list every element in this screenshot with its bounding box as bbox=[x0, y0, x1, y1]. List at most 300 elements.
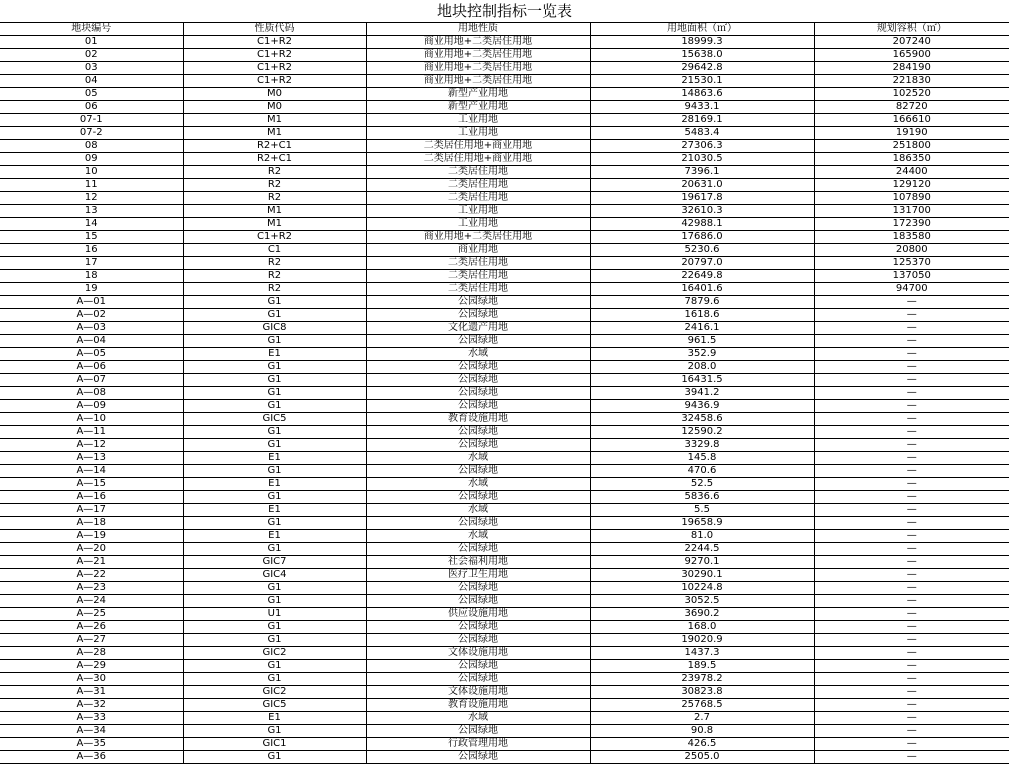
parcel-id-cell: A—16 bbox=[0, 491, 183, 504]
land-use-cell: 公园绿地 bbox=[366, 361, 590, 374]
table-row bbox=[0, 556, 1009, 569]
planned-floor-area-cell: 207240 bbox=[814, 36, 1009, 49]
land-code-cell: R2 bbox=[183, 283, 366, 296]
land-use-cell: 社会福利用地 bbox=[366, 556, 590, 569]
land-use-cell: 公园绿地 bbox=[366, 660, 590, 673]
header-planned-floor-area: 规划容积（㎡） bbox=[814, 23, 1009, 36]
planned-floor-area-cell: 125370 bbox=[814, 257, 1009, 270]
land-area-cell: 3329.8 bbox=[590, 439, 814, 452]
land-use-cell: 商业用地+二类居住用地 bbox=[366, 75, 590, 88]
land-area-cell: 7396.1 bbox=[590, 166, 814, 179]
parcel-id-cell: A—33 bbox=[0, 712, 183, 725]
parcel-id-cell: A—08 bbox=[0, 387, 183, 400]
planned-floor-area-cell: 165900 bbox=[814, 49, 1009, 62]
land-code-cell: R2 bbox=[183, 257, 366, 270]
header-land-code: 性质代码 bbox=[183, 23, 366, 36]
land-use-cell: 工业用地 bbox=[366, 205, 590, 218]
land-use-cell: 公园绿地 bbox=[366, 426, 590, 439]
planned-floor-area-cell: 129120 bbox=[814, 179, 1009, 192]
table-row bbox=[0, 712, 1009, 725]
parcel-id-cell: A—03 bbox=[0, 322, 183, 335]
table-row bbox=[0, 309, 1009, 322]
table-row bbox=[0, 465, 1009, 478]
table-row bbox=[0, 166, 1009, 179]
land-use-cell: 公园绿地 bbox=[366, 725, 590, 738]
parcel-id-cell: A—36 bbox=[0, 751, 183, 764]
table-row bbox=[0, 270, 1009, 283]
parcel-id-cell: A—19 bbox=[0, 530, 183, 543]
planned-floor-area-cell: 102520 bbox=[814, 88, 1009, 101]
planned-floor-area-cell: 137050 bbox=[814, 270, 1009, 283]
table-row bbox=[0, 257, 1009, 270]
land-area-cell: 5483.4 bbox=[590, 127, 814, 140]
table-row bbox=[0, 478, 1009, 491]
planned-floor-area-cell: — bbox=[814, 660, 1009, 673]
table-row bbox=[0, 413, 1009, 426]
table-row bbox=[0, 374, 1009, 387]
planned-floor-area-cell: — bbox=[814, 582, 1009, 595]
land-area-cell: 30290.1 bbox=[590, 569, 814, 582]
planned-floor-area-cell: — bbox=[814, 348, 1009, 361]
parcel-id-cell: A—26 bbox=[0, 621, 183, 634]
land-area-cell: 470.6 bbox=[590, 465, 814, 478]
table-row bbox=[0, 127, 1009, 140]
land-code-cell: G1 bbox=[183, 400, 366, 413]
land-code-cell: M1 bbox=[183, 205, 366, 218]
land-use-cell: 商业用地+二类居住用地 bbox=[366, 49, 590, 62]
land-use-cell: 公园绿地 bbox=[366, 335, 590, 348]
land-area-cell: 19020.9 bbox=[590, 634, 814, 647]
land-area-cell: 5.5 bbox=[590, 504, 814, 517]
land-area-cell: 426.5 bbox=[590, 738, 814, 751]
land-code-cell: GIC2 bbox=[183, 686, 366, 699]
land-code-cell: G1 bbox=[183, 673, 366, 686]
land-code-cell: C1+R2 bbox=[183, 49, 366, 62]
table-row bbox=[0, 231, 1009, 244]
planned-floor-area-cell: 19190 bbox=[814, 127, 1009, 140]
land-code-cell: M1 bbox=[183, 127, 366, 140]
planned-floor-area-cell: — bbox=[814, 465, 1009, 478]
parcel-id-cell: A—27 bbox=[0, 634, 183, 647]
planned-floor-area-cell: 166610 bbox=[814, 114, 1009, 127]
land-use-cell: 公园绿地 bbox=[366, 296, 590, 309]
land-use-cell: 水域 bbox=[366, 478, 590, 491]
parcel-id-cell: A—18 bbox=[0, 517, 183, 530]
land-code-cell: E1 bbox=[183, 478, 366, 491]
table-row bbox=[0, 205, 1009, 218]
planned-floor-area-cell: — bbox=[814, 647, 1009, 660]
table-row bbox=[0, 400, 1009, 413]
land-area-cell: 7879.6 bbox=[590, 296, 814, 309]
parcel-id-cell: A—06 bbox=[0, 361, 183, 374]
land-use-cell: 水域 bbox=[366, 712, 590, 725]
land-use-cell: 商业用地+二类居住用地 bbox=[366, 36, 590, 49]
land-area-cell: 30823.8 bbox=[590, 686, 814, 699]
land-area-cell: 2.7 bbox=[590, 712, 814, 725]
planned-floor-area-cell: — bbox=[814, 673, 1009, 686]
parcel-id-cell: A—22 bbox=[0, 569, 183, 582]
parcel-id-cell: A—02 bbox=[0, 309, 183, 322]
table-row bbox=[0, 283, 1009, 296]
planned-floor-area-cell: 20800 bbox=[814, 244, 1009, 257]
planned-floor-area-cell: — bbox=[814, 361, 1009, 374]
land-area-cell: 5836.6 bbox=[590, 491, 814, 504]
land-code-cell: G1 bbox=[183, 621, 366, 634]
land-area-cell: 2244.5 bbox=[590, 543, 814, 556]
parcel-id-cell: A—11 bbox=[0, 426, 183, 439]
land-code-cell: GIC5 bbox=[183, 699, 366, 712]
land-use-cell: 工业用地 bbox=[366, 218, 590, 231]
parcel-id-cell: 08 bbox=[0, 140, 183, 153]
parcel-id-cell: A—14 bbox=[0, 465, 183, 478]
table-row bbox=[0, 595, 1009, 608]
land-use-cell: 水域 bbox=[366, 348, 590, 361]
table-row bbox=[0, 387, 1009, 400]
land-code-cell: GIC1 bbox=[183, 738, 366, 751]
parcel-id-cell: 03 bbox=[0, 62, 183, 75]
header-land-area: 用地面积（㎡） bbox=[590, 23, 814, 36]
parcel-id-cell: A—34 bbox=[0, 725, 183, 738]
land-use-cell: 文体设施用地 bbox=[366, 647, 590, 660]
land-use-cell: 供应设施用地 bbox=[366, 608, 590, 621]
land-code-cell: M1 bbox=[183, 114, 366, 127]
land-code-cell: G1 bbox=[183, 582, 366, 595]
planned-floor-area-cell: — bbox=[814, 543, 1009, 556]
parcel-id-cell: A—13 bbox=[0, 452, 183, 465]
table-row bbox=[0, 504, 1009, 517]
table-row bbox=[0, 62, 1009, 75]
land-code-cell: G1 bbox=[183, 439, 366, 452]
land-code-cell: G1 bbox=[183, 751, 366, 764]
land-use-cell: 文化遗产用地 bbox=[366, 322, 590, 335]
land-area-cell: 32458.6 bbox=[590, 413, 814, 426]
parcel-id-cell: 01 bbox=[0, 36, 183, 49]
header-parcel-id: 地块编号 bbox=[0, 23, 183, 36]
table-row bbox=[0, 530, 1009, 543]
land-area-cell: 189.5 bbox=[590, 660, 814, 673]
land-area-cell: 15638.0 bbox=[590, 49, 814, 62]
parcel-id-cell: 10 bbox=[0, 166, 183, 179]
land-use-cell: 工业用地 bbox=[366, 127, 590, 140]
parcel-id-cell: A—35 bbox=[0, 738, 183, 751]
table-row bbox=[0, 634, 1009, 647]
table-row bbox=[0, 348, 1009, 361]
land-code-cell: G1 bbox=[183, 335, 366, 348]
land-parcel-table bbox=[0, 23, 1009, 764]
land-use-cell: 行政管理用地 bbox=[366, 738, 590, 751]
land-use-cell: 二类居住用地+商业用地 bbox=[366, 140, 590, 153]
land-use-cell: 工业用地 bbox=[366, 114, 590, 127]
table-row bbox=[0, 452, 1009, 465]
land-code-cell: G1 bbox=[183, 634, 366, 647]
land-code-cell: G1 bbox=[183, 543, 366, 556]
planned-floor-area-cell: 82720 bbox=[814, 101, 1009, 114]
parcel-id-cell: A—31 bbox=[0, 686, 183, 699]
table-row bbox=[0, 738, 1009, 751]
parcel-id-cell: 09 bbox=[0, 153, 183, 166]
land-area-cell: 3690.2 bbox=[590, 608, 814, 621]
planned-floor-area-cell: — bbox=[814, 504, 1009, 517]
planned-floor-area-cell: — bbox=[814, 387, 1009, 400]
land-area-cell: 352.9 bbox=[590, 348, 814, 361]
land-use-cell: 公园绿地 bbox=[366, 673, 590, 686]
parcel-id-cell: 05 bbox=[0, 88, 183, 101]
land-code-cell: M0 bbox=[183, 101, 366, 114]
land-use-cell: 教育设施用地 bbox=[366, 413, 590, 426]
land-code-cell: R2+C1 bbox=[183, 153, 366, 166]
planned-floor-area-cell: — bbox=[814, 296, 1009, 309]
land-area-cell: 5230.6 bbox=[590, 244, 814, 257]
land-area-cell: 21030.5 bbox=[590, 153, 814, 166]
land-area-cell: 2505.0 bbox=[590, 751, 814, 764]
land-code-cell: U1 bbox=[183, 608, 366, 621]
table-row bbox=[0, 36, 1009, 49]
land-code-cell: GIC7 bbox=[183, 556, 366, 569]
land-area-cell: 20631.0 bbox=[590, 179, 814, 192]
land-code-cell: C1+R2 bbox=[183, 62, 366, 75]
parcel-id-cell: A—21 bbox=[0, 556, 183, 569]
land-area-cell: 52.5 bbox=[590, 478, 814, 491]
land-use-cell: 二类居住用地 bbox=[366, 270, 590, 283]
land-use-cell: 公园绿地 bbox=[366, 543, 590, 556]
land-area-cell: 19617.8 bbox=[590, 192, 814, 205]
land-use-cell: 公园绿地 bbox=[366, 582, 590, 595]
land-area-cell: 81.0 bbox=[590, 530, 814, 543]
table-row bbox=[0, 569, 1009, 582]
planned-floor-area-cell: — bbox=[814, 608, 1009, 621]
land-area-cell: 17686.0 bbox=[590, 231, 814, 244]
table-row bbox=[0, 751, 1009, 764]
header-land-use: 用地性质 bbox=[366, 23, 590, 36]
parcel-id-cell: 16 bbox=[0, 244, 183, 257]
planned-floor-area-cell: — bbox=[814, 374, 1009, 387]
land-use-cell: 公园绿地 bbox=[366, 634, 590, 647]
land-area-cell: 168.0 bbox=[590, 621, 814, 634]
land-area-cell: 208.0 bbox=[590, 361, 814, 374]
land-use-cell: 公园绿地 bbox=[366, 400, 590, 413]
table-body bbox=[0, 36, 1009, 764]
land-code-cell: C1+R2 bbox=[183, 75, 366, 88]
table-row bbox=[0, 75, 1009, 88]
table-row bbox=[0, 192, 1009, 205]
table-row bbox=[0, 218, 1009, 231]
table-row bbox=[0, 699, 1009, 712]
land-code-cell: C1 bbox=[183, 244, 366, 257]
land-use-cell: 公园绿地 bbox=[366, 309, 590, 322]
table-row bbox=[0, 647, 1009, 660]
land-area-cell: 9436.9 bbox=[590, 400, 814, 413]
land-area-cell: 18999.3 bbox=[590, 36, 814, 49]
planned-floor-area-cell: — bbox=[814, 738, 1009, 751]
parcel-id-cell: A—05 bbox=[0, 348, 183, 361]
land-area-cell: 23978.2 bbox=[590, 673, 814, 686]
land-code-cell: G1 bbox=[183, 491, 366, 504]
planned-floor-area-cell: 284190 bbox=[814, 62, 1009, 75]
land-code-cell: G1 bbox=[183, 361, 366, 374]
land-code-cell: G1 bbox=[183, 660, 366, 673]
planned-floor-area-cell: — bbox=[814, 556, 1009, 569]
parcel-id-cell: 13 bbox=[0, 205, 183, 218]
parcel-id-cell: A—09 bbox=[0, 400, 183, 413]
land-area-cell: 27306.3 bbox=[590, 140, 814, 153]
land-area-cell: 16401.6 bbox=[590, 283, 814, 296]
planned-floor-area-cell: — bbox=[814, 400, 1009, 413]
land-code-cell: GIC2 bbox=[183, 647, 366, 660]
parcel-id-cell: A—30 bbox=[0, 673, 183, 686]
land-code-cell: R2 bbox=[183, 179, 366, 192]
land-code-cell: G1 bbox=[183, 387, 366, 400]
land-code-cell: G1 bbox=[183, 296, 366, 309]
land-use-cell: 教育设施用地 bbox=[366, 699, 590, 712]
land-area-cell: 145.8 bbox=[590, 452, 814, 465]
planned-floor-area-cell: 172390 bbox=[814, 218, 1009, 231]
planned-floor-area-cell: 131700 bbox=[814, 205, 1009, 218]
land-code-cell: G1 bbox=[183, 595, 366, 608]
table-row bbox=[0, 582, 1009, 595]
table-row bbox=[0, 517, 1009, 530]
table-row bbox=[0, 361, 1009, 374]
land-area-cell: 20797.0 bbox=[590, 257, 814, 270]
parcel-id-cell: 11 bbox=[0, 179, 183, 192]
land-use-cell: 二类居住用地+商业用地 bbox=[366, 153, 590, 166]
land-code-cell: E1 bbox=[183, 712, 366, 725]
land-code-cell: E1 bbox=[183, 530, 366, 543]
parcel-id-cell: 07-1 bbox=[0, 114, 183, 127]
parcel-id-cell: A—04 bbox=[0, 335, 183, 348]
planned-floor-area-cell: — bbox=[814, 725, 1009, 738]
parcel-id-cell: A—28 bbox=[0, 647, 183, 660]
land-use-cell: 新型产业用地 bbox=[366, 88, 590, 101]
land-use-cell: 公园绿地 bbox=[366, 387, 590, 400]
planned-floor-area-cell: — bbox=[814, 491, 1009, 504]
land-use-cell: 水域 bbox=[366, 504, 590, 517]
parcel-id-cell: 12 bbox=[0, 192, 183, 205]
table-row bbox=[0, 426, 1009, 439]
header-row bbox=[0, 23, 1009, 36]
table-row bbox=[0, 725, 1009, 738]
parcel-id-cell: 07-2 bbox=[0, 127, 183, 140]
land-use-cell: 商业用地+二类居住用地 bbox=[366, 62, 590, 75]
land-code-cell: GIC4 bbox=[183, 569, 366, 582]
land-code-cell: M1 bbox=[183, 218, 366, 231]
planned-floor-area-cell: 107890 bbox=[814, 192, 1009, 205]
planned-floor-area-cell: — bbox=[814, 309, 1009, 322]
land-area-cell: 32610.3 bbox=[590, 205, 814, 218]
land-use-cell: 公园绿地 bbox=[366, 491, 590, 504]
land-use-cell: 文体设施用地 bbox=[366, 686, 590, 699]
land-code-cell: M0 bbox=[183, 88, 366, 101]
parcel-id-cell: 15 bbox=[0, 231, 183, 244]
table-row bbox=[0, 608, 1009, 621]
land-area-cell: 28169.1 bbox=[590, 114, 814, 127]
land-use-cell: 二类居住用地 bbox=[366, 166, 590, 179]
land-use-cell: 二类居住用地 bbox=[366, 179, 590, 192]
planned-floor-area-cell: — bbox=[814, 621, 1009, 634]
parcel-id-cell: 17 bbox=[0, 257, 183, 270]
planned-floor-area-cell: — bbox=[814, 426, 1009, 439]
land-area-cell: 2416.1 bbox=[590, 322, 814, 335]
land-use-cell: 新型产业用地 bbox=[366, 101, 590, 114]
land-code-cell: G1 bbox=[183, 309, 366, 322]
land-area-cell: 3941.2 bbox=[590, 387, 814, 400]
parcel-id-cell: 06 bbox=[0, 101, 183, 114]
planned-floor-area-cell: — bbox=[814, 322, 1009, 335]
land-use-cell: 公园绿地 bbox=[366, 439, 590, 452]
planned-floor-area-cell: — bbox=[814, 595, 1009, 608]
land-code-cell: GIC5 bbox=[183, 413, 366, 426]
land-area-cell: 21530.1 bbox=[590, 75, 814, 88]
land-use-cell: 水域 bbox=[366, 452, 590, 465]
parcel-id-cell: 04 bbox=[0, 75, 183, 88]
parcel-id-cell: A—29 bbox=[0, 660, 183, 673]
land-code-cell: E1 bbox=[183, 348, 366, 361]
land-area-cell: 29642.8 bbox=[590, 62, 814, 75]
planned-floor-area-cell: 251800 bbox=[814, 140, 1009, 153]
parcel-id-cell: A—12 bbox=[0, 439, 183, 452]
land-use-cell: 公园绿地 bbox=[366, 621, 590, 634]
table-row bbox=[0, 296, 1009, 309]
parcel-id-cell: 14 bbox=[0, 218, 183, 231]
table-row bbox=[0, 491, 1009, 504]
land-area-cell: 22649.8 bbox=[590, 270, 814, 283]
table-row bbox=[0, 621, 1009, 634]
parcel-id-cell: A—23 bbox=[0, 582, 183, 595]
parcel-id-cell: A—32 bbox=[0, 699, 183, 712]
parcel-id-cell: A—07 bbox=[0, 374, 183, 387]
land-code-cell: C1+R2 bbox=[183, 231, 366, 244]
land-area-cell: 961.5 bbox=[590, 335, 814, 348]
land-use-cell: 水域 bbox=[366, 530, 590, 543]
table-row bbox=[0, 322, 1009, 335]
table-title: 地块控制指标一览表 bbox=[0, 0, 1009, 23]
land-area-cell: 9270.1 bbox=[590, 556, 814, 569]
planned-floor-area-cell: — bbox=[814, 439, 1009, 452]
land-area-cell: 14863.6 bbox=[590, 88, 814, 101]
table-row bbox=[0, 140, 1009, 153]
parcel-id-cell: A—01 bbox=[0, 296, 183, 309]
land-code-cell: R2 bbox=[183, 270, 366, 283]
land-code-cell: R2+C1 bbox=[183, 140, 366, 153]
land-area-cell: 90.8 bbox=[590, 725, 814, 738]
land-area-cell: 3052.5 bbox=[590, 595, 814, 608]
land-code-cell: G1 bbox=[183, 725, 366, 738]
land-use-cell: 二类居住用地 bbox=[366, 257, 590, 270]
planned-floor-area-cell: — bbox=[814, 569, 1009, 582]
table-row bbox=[0, 153, 1009, 166]
land-area-cell: 16431.5 bbox=[590, 374, 814, 387]
planned-floor-area-cell: 221830 bbox=[814, 75, 1009, 88]
parcel-id-cell: 18 bbox=[0, 270, 183, 283]
land-use-cell: 二类居住用地 bbox=[366, 192, 590, 205]
table-row bbox=[0, 179, 1009, 192]
land-code-cell: G1 bbox=[183, 374, 366, 387]
parcel-id-cell: A—24 bbox=[0, 595, 183, 608]
planned-floor-area-cell: — bbox=[814, 530, 1009, 543]
table-row bbox=[0, 660, 1009, 673]
table-row bbox=[0, 439, 1009, 452]
parcel-id-cell: A—25 bbox=[0, 608, 183, 621]
land-use-cell: 商业用地+二类居住用地 bbox=[366, 231, 590, 244]
planned-floor-area-cell: — bbox=[814, 452, 1009, 465]
land-code-cell: R2 bbox=[183, 166, 366, 179]
land-use-cell: 商业用地 bbox=[366, 244, 590, 257]
land-use-cell: 公园绿地 bbox=[366, 517, 590, 530]
parcel-id-cell: A—20 bbox=[0, 543, 183, 556]
table-row bbox=[0, 114, 1009, 127]
table-row bbox=[0, 335, 1009, 348]
planned-floor-area-cell: 94700 bbox=[814, 283, 1009, 296]
land-area-cell: 12590.2 bbox=[590, 426, 814, 439]
